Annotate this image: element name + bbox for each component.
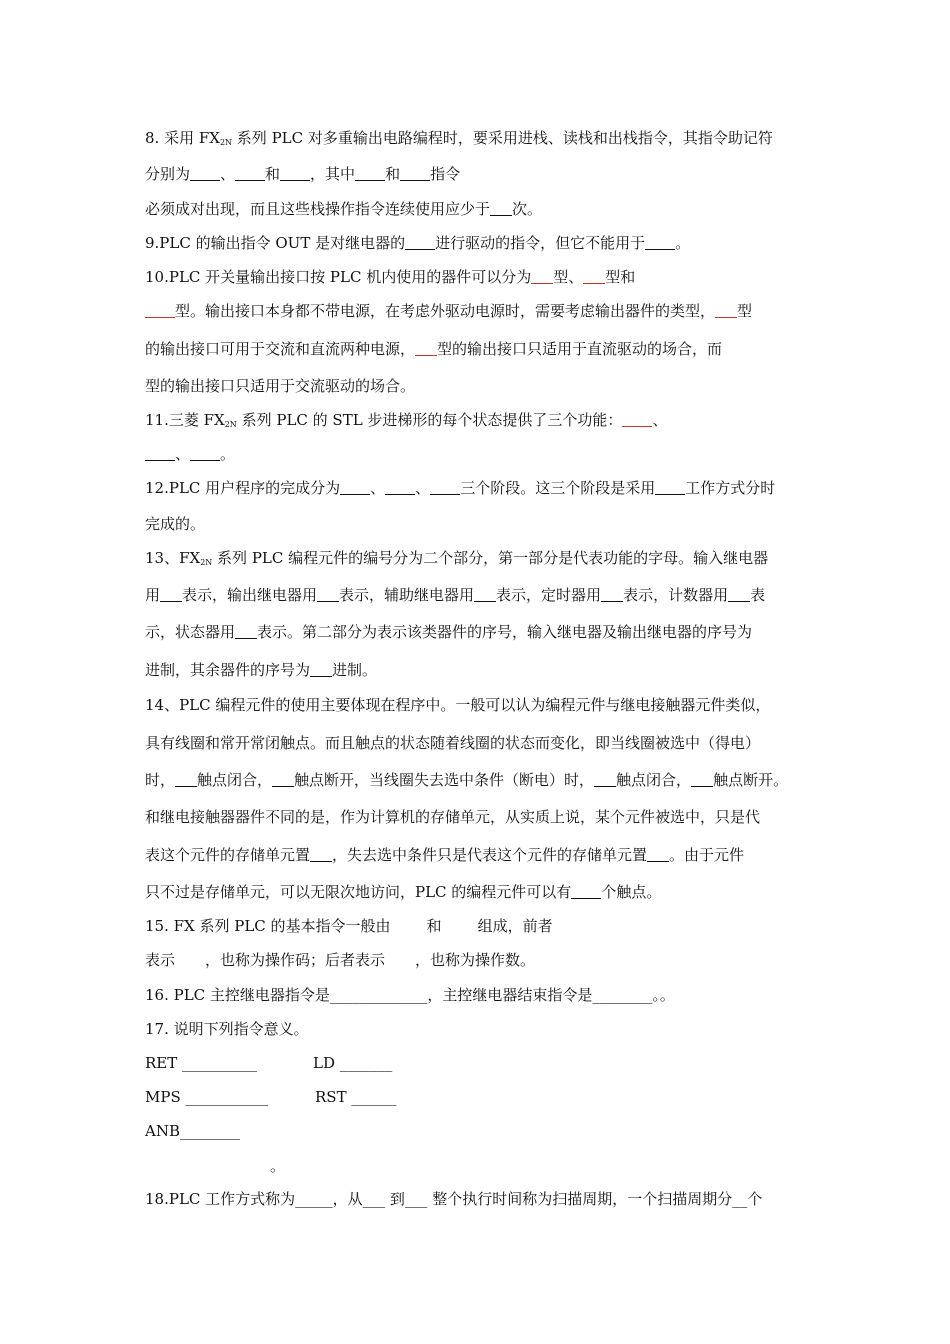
- blank: [400, 166, 430, 181]
- blank: [145, 303, 175, 318]
- blank: [317, 587, 339, 602]
- blank: [235, 624, 257, 639]
- q14-line5: 表这个元件的存储单元置 ，失去选中条件只是代表这个元件的存储单元置 。由于元件: [145, 846, 745, 864]
- blank: [145, 446, 175, 461]
- q16-line1: 16. PLC 主控继电器指令是_____________，主控继电器结束指令是________。。: [145, 986, 675, 1004]
- q9-line1: 9.PLC 的输出指令 OUT 是对继电器的 进行驱动的指令，但它不能用于 。: [145, 234, 691, 252]
- q8-line3: 必须成对出现，而且这些栈操作指令连续使用应少于 次。: [145, 200, 543, 218]
- q17-row2: MPS ___________ RST ______: [145, 1088, 397, 1106]
- q11-line2: 、 。: [145, 444, 235, 464]
- blank: [490, 201, 512, 216]
- blank: [385, 480, 415, 495]
- blank: [594, 772, 616, 787]
- q17-row3: ANB________: [145, 1122, 240, 1140]
- q12-line1: 12.PLC 用户程序的完成分为 、 、 三个阶段。这三个阶段是采用 工作方式分时: [145, 479, 776, 497]
- q18-line1: 18.PLC 工作方式称为_____，从___ 到___ 整个执行时间称为扫描周期，一个扫描周期分__个: [145, 1190, 763, 1208]
- q17-title: 17. 说明下列指令意义。: [145, 1020, 309, 1038]
- blank: [583, 269, 605, 284]
- q10-line4: 型的输出接口只适用于交流驱动的场合。: [145, 377, 416, 395]
- blank: [272, 772, 294, 787]
- q15-line2: 表示 ，也称为操作码；后者表示 ，也称为操作数。: [145, 951, 536, 969]
- blank: [531, 269, 553, 284]
- q17-dot: 。: [270, 1157, 286, 1175]
- blank: [160, 587, 182, 602]
- blank: [691, 772, 713, 787]
- blank: [715, 303, 737, 318]
- blank: [310, 662, 332, 677]
- blank: [647, 847, 669, 862]
- q14-line6: 只不过是存储单元，可以无限次地访问，PLC 的编程元件可以有 个触点。: [145, 883, 662, 901]
- q13-line3: 示，状态器用 表示。第二部分为表示该类器件的序号，输入继电器及输出继电器的序号为: [145, 623, 753, 641]
- q14-line2: 具有线圈和常开常闭触点。而且触点的状态随着线圈的状态而变化，即当线圈被选中（得电）: [145, 734, 761, 752]
- blank: [571, 884, 601, 899]
- blank: [655, 480, 685, 495]
- blank: [430, 480, 460, 495]
- blank: [190, 166, 220, 181]
- q14-line4: 和继电接触器器件不同的是，作为计算机的存储单元，从实质上说，某个元件被选中，只是代: [145, 808, 761, 826]
- q11-line1: 11.三菱 $FX_{2N}$ 系列 PLC 的 STL 步进梯形的每个状态提供了三个功能： 、: [145, 411, 668, 429]
- blank: [355, 166, 385, 181]
- q13-line1: 13、$FX_{2N}$ 系列 PLC 编程元件的编号分为二个部分，第一部分是代表功能的字母。输入继电器: [145, 549, 769, 567]
- q8-line1: 8. 采用 $FX_{2N}$ 系列 PLC 对多重输出电路编程时，要采用进栈、读栈和出栈指令，其指令助记符: [145, 129, 773, 147]
- blank: [235, 166, 265, 181]
- blank: [474, 587, 496, 602]
- q14-line1: 14、PLC 编程元件的使用主要体现在程序中。一般可以认为编程元件与继电接触器元件类似，: [145, 696, 771, 714]
- q10-line3: 的输出接口可用于交流和直流两种电源， 型的输出接口只适用于直流驱动的场合，而: [145, 340, 723, 358]
- blank: [645, 235, 675, 250]
- q10-line2: 型。输出接口本身都不带电源，在考虑外驱动电源时，需要考虑输出器件的类型， 型: [145, 301, 752, 321]
- q13-line2: 用 表示，输出继电器用 表示，辅助继电器用 表示，定时器用 表示，计数器用 表: [145, 586, 766, 604]
- q8-line2: 分别为 、 和 ，其中 和 指令: [145, 165, 461, 183]
- blank: [622, 412, 652, 427]
- q10-line1: 10.PLC 开关量输出接口按 PLC 机内使用的器件可以分为 型、 型和: [145, 268, 636, 286]
- blank: [175, 772, 197, 787]
- q17-row1: RET __________ LD _______: [145, 1054, 393, 1072]
- q15-line1: 15. FX 系列 PLC 的基本指令一般由 和 组成，前者: [145, 917, 553, 935]
- blank: [280, 166, 310, 181]
- blank: [601, 587, 623, 602]
- blank: [405, 235, 435, 250]
- blank: [415, 341, 437, 356]
- blank: [728, 587, 750, 602]
- q13-line4: 进制，其余器件的序号为 进制。: [145, 661, 378, 679]
- blank: [310, 847, 332, 862]
- blank: [190, 446, 220, 461]
- q12-line2: 完成的。: [145, 515, 206, 533]
- blank: [340, 480, 370, 495]
- q14-line3: 时， 触点闭合， 触点断开，当线圈失去选中条件（断电）时， 触点闭合， 触点断开。: [145, 771, 789, 789]
